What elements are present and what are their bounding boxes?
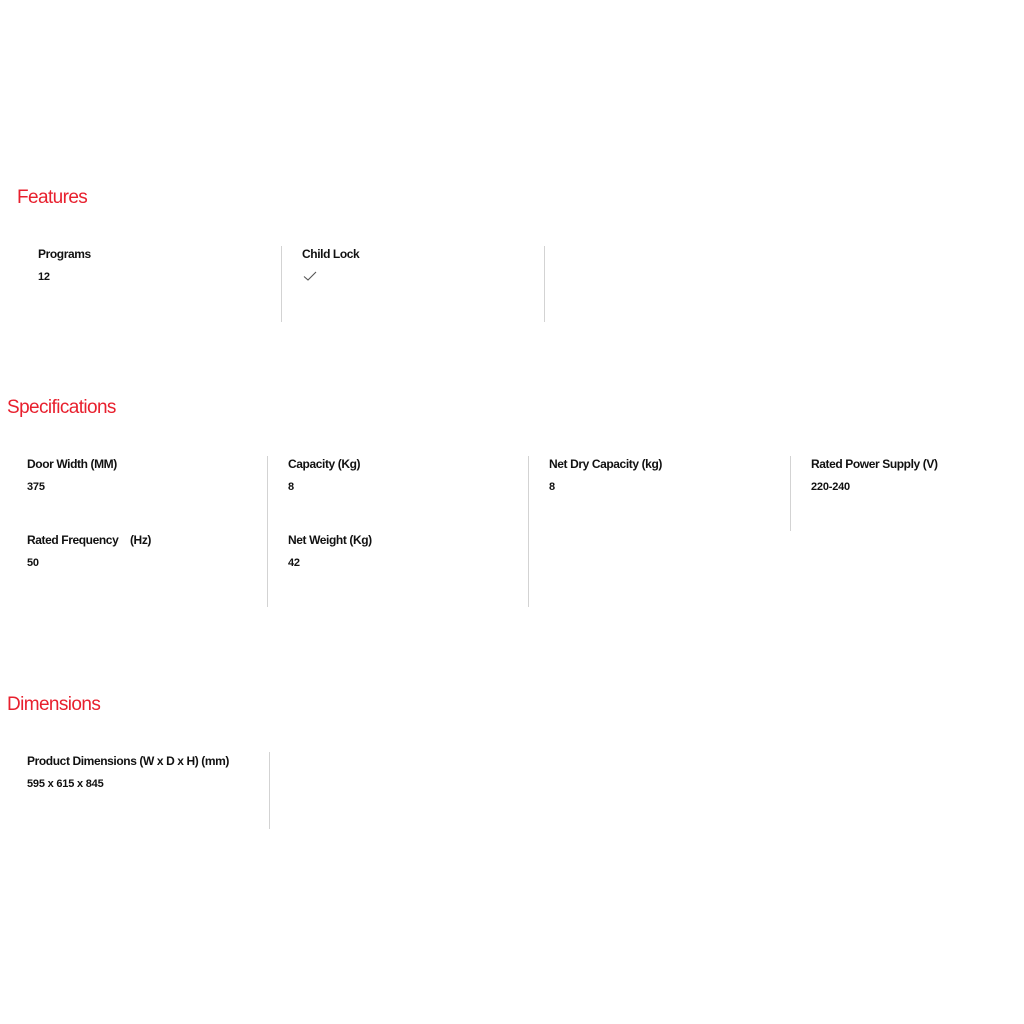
spec-label: Door Width (MM) — [27, 457, 117, 471]
spec-rated-power-supply — [811, 457, 938, 494]
column-divider — [267, 456, 268, 607]
spec-label: Rated Power Supply (V) — [811, 457, 938, 471]
dimension-value: 595 x 615 x 845 — [27, 778, 104, 790]
check-icon — [303, 270, 317, 282]
spec-capacity — [288, 457, 360, 494]
spec-value: 8 — [549, 481, 555, 493]
column-divider — [528, 456, 529, 607]
spec-label: Rated Frequency (Hz) — [27, 533, 152, 547]
column-divider — [269, 752, 270, 829]
column-divider — [544, 246, 545, 322]
specifications-heading: Specifications — [7, 397, 116, 418]
spec-value: 42 — [288, 557, 300, 569]
spec-value: 8 — [288, 481, 294, 493]
spec-label: Net Weight (Kg) — [288, 533, 372, 547]
dimension-product — [27, 754, 229, 791]
dimension-label: Product Dimensions (W x D x H) (mm) — [27, 754, 230, 768]
spec-net-weight — [288, 533, 372, 570]
feature-value: 12 — [38, 271, 50, 283]
column-divider — [281, 246, 282, 322]
spec-value: 375 — [27, 481, 45, 493]
spec-label: Capacity (Kg) — [288, 457, 361, 471]
column-divider — [790, 456, 791, 531]
spec-label: Net Dry Capacity (kg) — [549, 457, 662, 471]
dimensions-heading: Dimensions — [7, 694, 101, 715]
spec-value: 220-240 — [811, 481, 850, 493]
feature-programs — [38, 247, 91, 284]
features-heading: Features — [17, 187, 88, 208]
spec-net-dry-capacity — [549, 457, 662, 494]
feature-label: Child Lock — [302, 247, 360, 261]
feature-label: Programs — [38, 247, 91, 261]
spec-rated-frequency — [27, 533, 151, 570]
feature-child-lock — [302, 247, 359, 282]
spec-door-width — [27, 457, 117, 494]
spec-value: 50 — [27, 557, 39, 569]
